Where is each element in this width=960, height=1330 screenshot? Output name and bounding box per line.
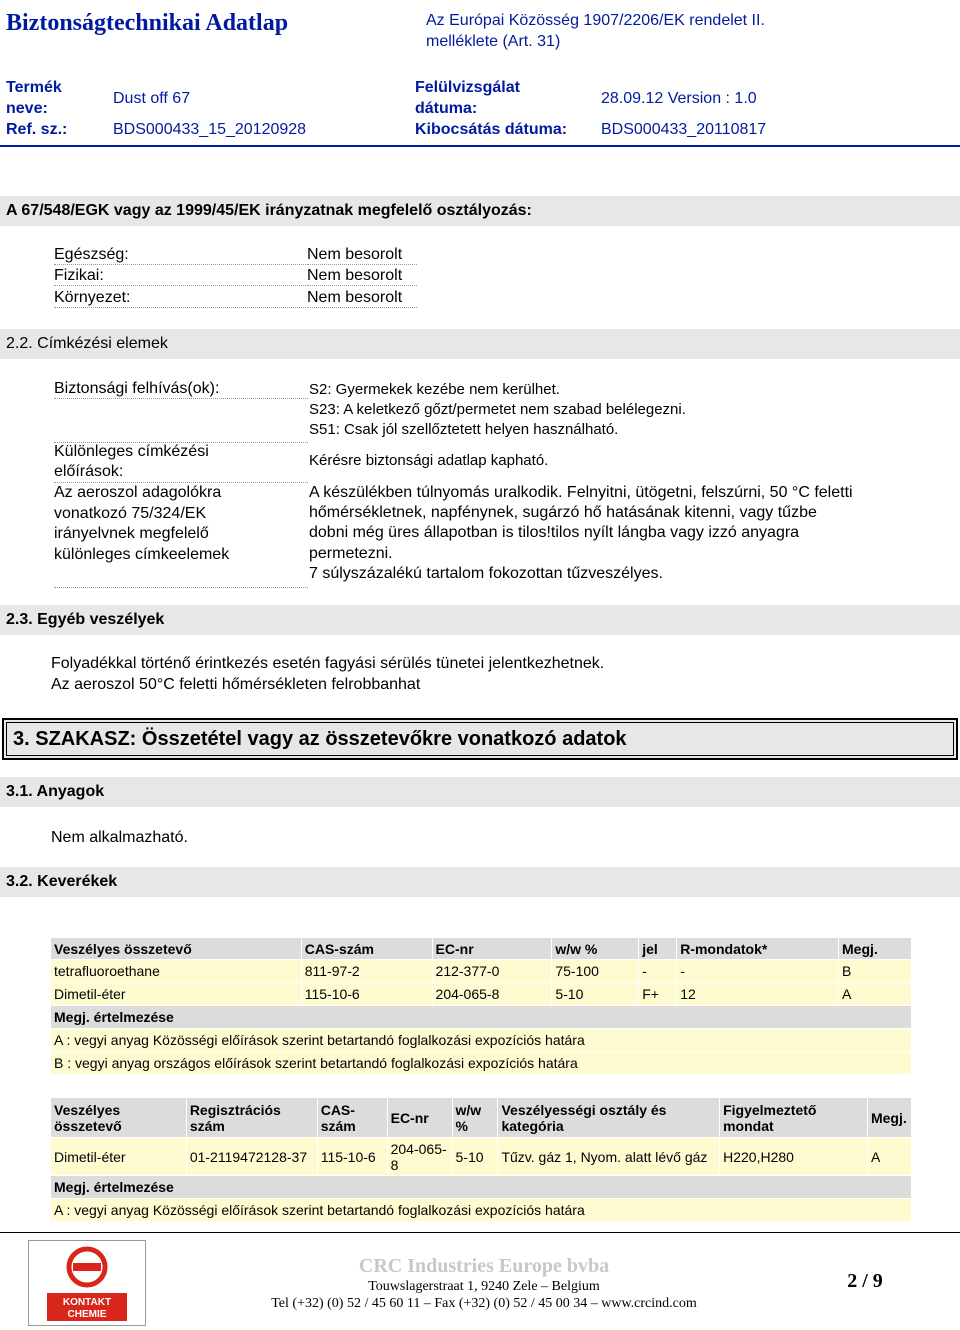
table-row [51,983,912,1006]
header-cell: Veszélyes összetevő [51,1098,187,1138]
special-label-line: Különleges címkézési [54,443,209,460]
aerosol-text [309,483,853,584]
special-labelling-value: Kérésre biztonsági adatlap kapható. [309,452,549,469]
issue-label: Kibocsátás dátuma: [415,121,568,138]
note-row [51,1052,912,1075]
header-cell: Veszélyességi osztály és kategória [498,1098,720,1138]
header-cell: w/w % [552,938,639,960]
aerosol-label-line: Az aeroszol adagolókra [54,484,222,501]
header-divider [0,145,960,147]
header-cell: CAS-szám [301,938,432,960]
aerosol-label [54,483,308,588]
revision-value: 28.09.12 Version : 1.0 [601,90,757,107]
aerosol-text-line: 7 súlyszázalékú tartalom fokozottan tűzveszélyes. [309,564,663,582]
revision-label-1: Felülvizsgálat [415,79,520,96]
substances-heading: 3.1. Anyagok [0,777,960,807]
table-cell: H220,H280 [720,1138,868,1176]
aerosol-text-line: hőmérsékletnek, napfénynek, sugárzó hő hatásának kitenni, vagy tűzbe [309,504,817,522]
section-3-box [2,718,958,760]
mixtures-heading: 3.2. Keverékek [0,867,960,897]
issue-value: BDS000433_20110817 [601,121,767,138]
header-cell: Regisztrációs szám [186,1098,317,1138]
table-cell: 204-065-8 [432,983,552,1006]
note-row [51,1029,912,1052]
notes-heading: Megj. értelmezése [51,1176,912,1199]
classification-heading: A 67/548/EGK vagy az 1999/45/EK irányzatnak megfelelő osztályozás: [0,196,960,226]
label-elements-heading: 2.2. Címkézési elemek [0,329,960,359]
ref-label: Ref. sz.: [6,121,68,138]
note-text: A : vegyi anyag Közösségi előírások szerint betartandó foglalkozási expozíciós határa [51,1029,912,1052]
notes-heading-row [51,1176,912,1199]
page-number: 2 / 9 [847,1270,883,1292]
header-cell: Figyelmeztető mondat [720,1098,868,1138]
table-cell: - [639,960,677,983]
table-cell: 212-377-0 [432,960,552,983]
table-cell: F+ [639,983,677,1006]
composition-table [50,937,912,1075]
company-address: Touwslagerstraat 1, 9240 Zele – Belgium [368,1279,600,1294]
header-cell: EC-nr [432,938,552,960]
aerosol-label-line: vonatkozó 75/324/EK [54,504,207,522]
header-cell: Megj. [839,938,912,960]
header-cell: CAS-szám [317,1098,387,1138]
health-label: Egészség: [54,246,308,265]
aerosol-text-line: permetezni. [309,544,393,562]
header-cell: jel [639,938,677,960]
other-hazards-line-2: Az aeroszol 50°C feletti hőmérsékleten felrobbanhat [51,676,421,693]
precaution-line: S51: Csak jól szellőztetett helyen használható. [309,421,619,438]
table-cell: Tűzv. gáz 1, Nyom. alatt lévő gáz [498,1138,720,1176]
table-cell: A [867,1138,911,1176]
company-contact: Tel (+32) (0) 52 / 45 60 11 – Fax (+32) (0) 52 / 45 00 34 – www.crcind.com [271,1296,697,1311]
header-cell: Veszélyes összetevő [51,938,302,960]
notes-heading: Megj. értelmezése [51,1006,912,1029]
table-header-row [51,938,912,960]
other-hazards-line-1: Folyadékkal történő érintkezés esetén fagyási sérülés tünetei jelentkezhetnek. [51,655,605,672]
regulation-line-1: Az Európai Közösség 1907/2206/EK rendelet II. [426,12,765,29]
document-title: Biztonságtechnikai Adatlap [6,10,289,36]
table-cell: tetrafluoroethane [51,960,302,983]
table-cell: 5-10 [452,1138,498,1176]
footer-divider [0,1232,960,1233]
table-cell: 204-065-8 [387,1138,452,1176]
product-name: Dust off 67 [113,90,191,107]
special-labelling-label [54,442,308,483]
table-cell: A [839,983,912,1006]
notes-heading-row [51,1006,912,1029]
health-value: Nem besorolt [307,246,417,265]
table-cell: 115-10-6 [301,983,432,1006]
table-row [51,960,912,983]
product-label-1: Termék [6,79,62,96]
table-cell: 01-2119472128-37 [186,1138,317,1176]
registration-table [50,1097,912,1222]
physical-value: Nem besorolt [307,267,417,286]
aerosol-text-line: dobni még üres állapotban is tilos!tilos nyílt lángba vagy izzó anyagra [309,524,800,542]
header-cell: Megj. [867,1098,911,1138]
note-text: A : vegyi anyag Közösségi előírások szerint betartandó foglalkozási expozíciós határa [51,1199,912,1222]
physical-label: Fizikai: [54,267,308,286]
header-cell: EC-nr [387,1098,452,1138]
company-name: CRC Industries Europe bvba [358,1255,610,1277]
logo-text-2: CHEMIE [67,1309,107,1320]
table-header-row [51,1098,912,1138]
kontakt-chemie-logo [28,1240,146,1326]
table-cell: 12 [677,983,839,1006]
table-cell: 5-10 [552,983,639,1006]
revision-label-2: dátuma: [415,100,478,117]
spacer-line [54,402,308,443]
precaution-line: S23: A keletkező gőzt/permetet nem szabad belélegezni. [309,401,686,418]
table-cell: 75-100 [552,960,639,983]
environment-value: Nem besorolt [307,289,417,308]
special-label-line: előírások: [54,463,124,480]
header-cell: w/w % [452,1098,498,1138]
environment-label: Környezet: [54,289,308,308]
table-cell: Dimetil-éter [51,1138,187,1176]
table-cell: 115-10-6 [317,1138,387,1176]
section-3-title: 3. SZAKASZ: Összetétel vagy az összetevőkre vonatkozó adatok [6,722,954,756]
aerosol-label-line: irányelvnek megfelelő [54,525,209,542]
table-cell: - [677,960,839,983]
note-row [51,1199,912,1222]
table-row [51,1138,912,1176]
precaution-line: S2: Gyermekek kezébe nem kerülhet. [309,381,560,398]
substances-text: Nem alkalmazható. [51,829,188,846]
ref-value: BDS000433_15_20120928 [113,121,307,138]
aerosol-text-line: A készülékben túlnyomás uralkodik. Felnyitni, ütögetni, felszúrni, 50 °C feletti [309,484,853,501]
precaution-label: Biztonsági felhívás(ok): [54,380,308,399]
logo-text-1: KONTAKT [62,1297,112,1308]
precaution-statements [309,380,686,440]
table-cell: Dimetil-éter [51,983,302,1006]
table-cell: 811-97-2 [301,960,432,983]
aerosol-label-line: különleges címkeelemek [54,545,230,563]
other-hazards-heading: 2.3. Egyéb veszélyek [0,605,960,635]
note-text: B : vegyi anyag országos előírások szerint betartandó foglalkozási expozíciós határa [51,1052,912,1075]
regulation-line-2: melléklete (Art. 31) [426,33,561,50]
table-cell: B [839,960,912,983]
product-label-2: neve: [6,100,48,117]
header-cell: R-mondatok* [677,938,839,960]
